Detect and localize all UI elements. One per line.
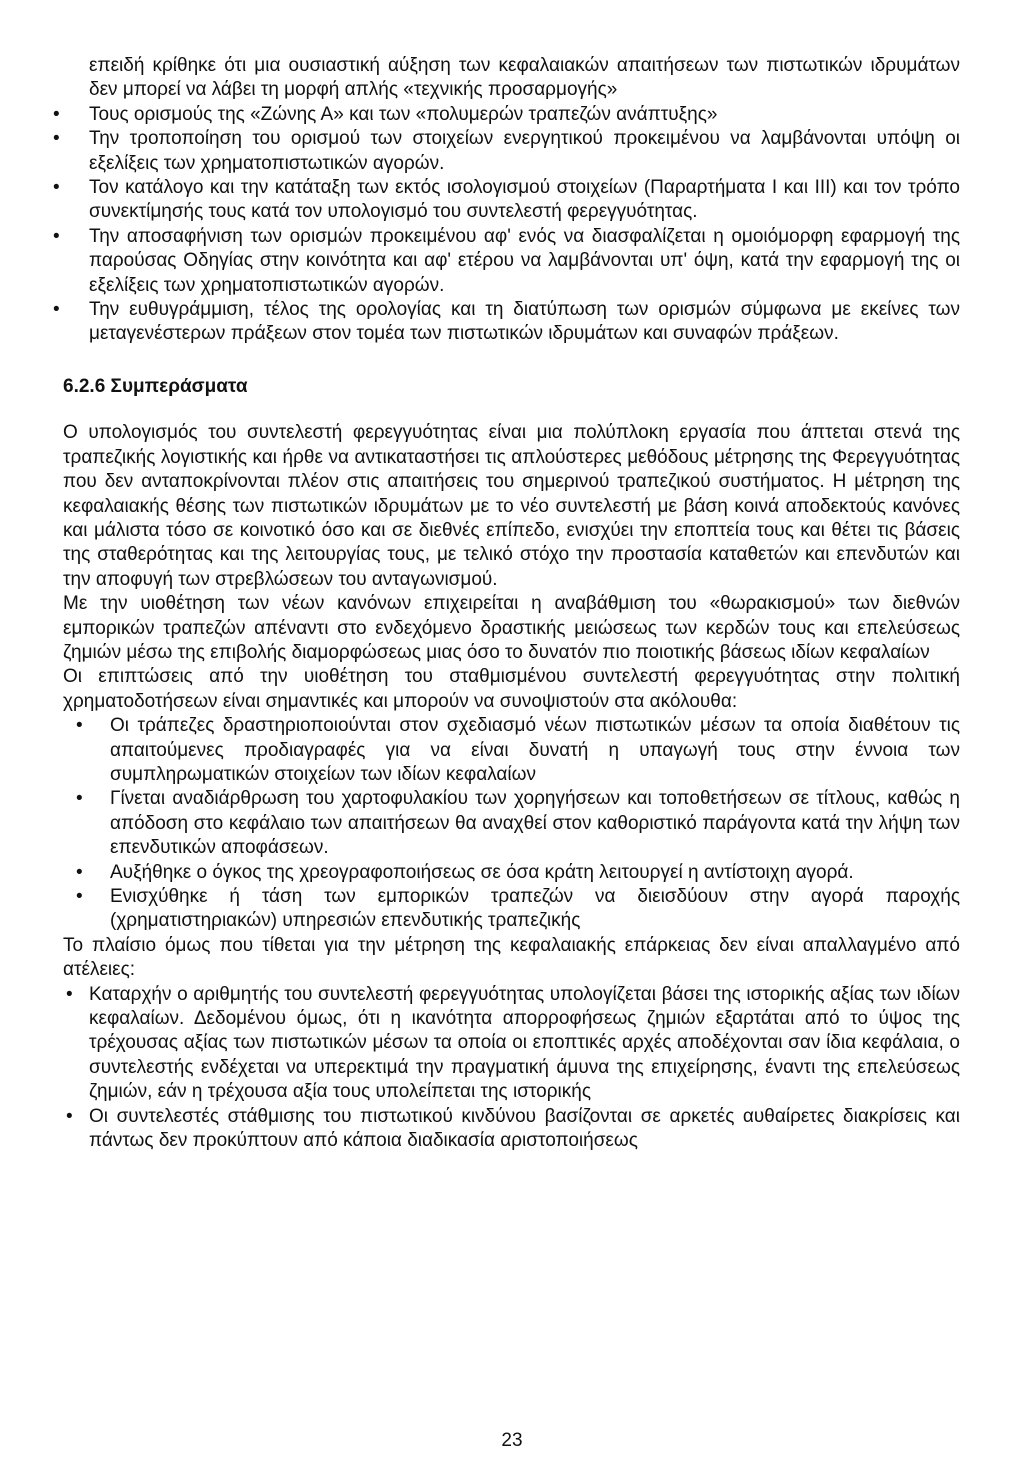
list-item: • Οι συντελεστές στάθμισης του πιστωτικού κινδύνου βασίζονται σε αρκετές αυθαίρετες διακρίσεις και πάντως δεν προκύπτουν από κάποια διαδικασία αριστοποιήσεως <box>63 1105 960 1154</box>
list-item: • Τον κατάλογο και την κατάταξη των εκτός ισολογισμού στοιχείων (Παραρτήματα I και III) και τον τρόπο συνεκτίμησής τους κατά τον υπολογισμό του συντελεστή φερεγγυότητας. <box>63 176 960 225</box>
list-item: • Αυξήθηκε ο όγκος της χρεογραφοποιήσεως σε όσα κράτη λειτουργεί η αντίστοιχη αγορά. <box>63 861 960 885</box>
paragraph-new-rules: Με την υιοθέτηση των νέων κανόνων επιχειρείται η αναβάθμιση του «θωρακισμού» των διεθνών εμπορικών τραπεζών απέναντι στο ενδεχόμενο δραστικής μειώσεως των κερδών τους και επελεύσεως ζημιών μέσω της επιβολής διαμορφώσεως μιας όσο το δυνατόν πιο ποιοτικής βάσεως ιδίων κεφαλαίων <box>63 593 960 663</box>
paragraph-flaws-intro: Το πλαίσιο όμως που τίθεται για την μέτρηση της κεφαλαιακής επάρκειας δεν είναι απαλλαγμένο από ατέλειες: <box>63 934 960 981</box>
list-item: • Την αποσαφήνιση των ορισμών προκειμένου αφ' ενός να διασφαλίζεται η ομοιόμορφη εφαρμογή της παρούσας Οδηγίας στην κοινότητα και αφ' ετέρου να λαμβάνονται υπ' όψη, κατά την εφαρμογή της οι εξελίξεις των χρηματοπιστωτικών αγορών. <box>63 225 960 298</box>
list-item: • Ενισχύθηκε ή τάση των εμπορικών τραπεζών να διεισδύουν στην αγορά παροχής (χρηματιστηριακών) υπηρεσιών επενδυτικής τραπεζικής <box>63 885 960 934</box>
impacts-bullet-list <box>63 714 960 934</box>
paragraph-summary: Ο υπολογισμός του συντελεστή φερεγγυότητας είναι μια πολύπλοκη εργασία που άπτεται στενά της τραπεζικής λογιστικής και ήρθε να αντικαταστήσει τις απλούστερες μεθόδους μέτρησης της Φερεγγυότητας που δεν ανταποκρίνονται πλέον στις απαιτήσεις του σημερινού τραπεζικού συστήματος. Η μέτρηση της κεφαλαιακής θέσης των πιστωτικών ιδρυμάτων με το νέο συντελεστή με βάση κοινά αποδεκτούς κανόνες και μάλιστα τόσο σε κοινοτικό όσο και σε διεθνές επίπεδο, ενισχύει την εποπτεία τους και θέτει τις βάσεις της σταθερότητας και της λειτουργίας τους, με τελικό στόχο την προστασία καταθετών και επενδυτών και την αποφυγή των στρεβλώσεων του ανταγωνισμού. <box>63 422 960 590</box>
list-item: • Τους ορισμούς της «Ζώνης Α» και των «πολυμερών τραπεζών ανάπτυξης» <box>63 103 960 127</box>
paragraph-impacts-intro: Οι επιπτώσεις από την υιοθέτηση του σταθμισμένου συντελεστή φερεγγυότητας στην πολιτική χρηματοδοτήσεων είναι σημαντικές και μπορούν να συνοψιστούν στα ακόλουθα: <box>63 666 960 712</box>
list-item-continuation: επειδή κρίθηκε ότι μια ουσιαστική αύξηση των κεφαλαιακών απαιτήσεων των πιστωτικών ιδρυμάτων δεν μπορεί να λάβει τη μορφή απλής «τεχνικής προσαρμογής» <box>89 55 960 101</box>
list-item: • Την ευθυγράμμιση, τέλος της ορολογίας και τη διατύπωση των ορισμών σύμφωνα με εκείνες των μεταγενέστερων πράξεων στον τομέα των πιστωτικών ιδρυμάτων και συναφών πράξεων. <box>63 298 960 347</box>
list-item: • Την τροποποίηση του ορισμού των στοιχείων ενεργητικού προκειμένου να λαμβάνονται υπόψη οι εξελίξεις των χρηματοπιστωτικών αγορών. <box>63 127 960 176</box>
list-item: • Καταρχήν ο αριθμητής του συντελεστή φερεγγυότητας υπολογίζεται βάσει της ιστορικής αξίας των ιδίων κεφαλαίων. Δεδομένου όμως, ότι η ικανότητα απορροφήσεως ζημιών εξαρτάται από το ύψος της τρέχουσας αξίας των πιστωτικών μέσων τα οποία οι εποπτικές αρχές αποδέχονται σαν ίδια κεφάλαια, ο συντελεστής ενδέχεται να υπερεκτιμά την πραγματική άμυνα της επιχείρησης, έναντι της επελεύσεως ζημιών, εάν η τρέχουσα αξία τους υπολείπεται της ιστορικής <box>63 983 960 1105</box>
section-heading <box>63 375 960 399</box>
list-item: • Οι τράπεζες δραστηριοποιούνται στον σχεδιασμό νέων πιστωτικών μέσων τα οποία διαθέτουν τις απαιτούμενες προδιαγραφές για να είναι δυνατή η υπαγωγή τους στην έννοια των συμπληρωματικών στοιχείων των ιδίων κεφαλαίων <box>63 714 960 787</box>
page-number: 23 <box>501 1430 523 1451</box>
page-content <box>63 54 960 1153</box>
flaws-bullet-list <box>63 983 960 1154</box>
list-item: • Γίνεται αναδιάρθρωση του χαρτοφυλακίου των χορηγήσεων και τοποθετήσεων σε τίτλους, καθώς η απόδοση στο κεφάλαιο των απαιτήσεων θα αναχθεί στον καθοριστικό παράγοντα κατά την λήψη των επενδυτικών αποφάσεων. <box>63 787 960 860</box>
top-bullet-list <box>63 54 960 347</box>
section-title: Συμπεράσματα <box>110 375 248 397</box>
section-number: 6.2.6 <box>63 375 106 397</box>
